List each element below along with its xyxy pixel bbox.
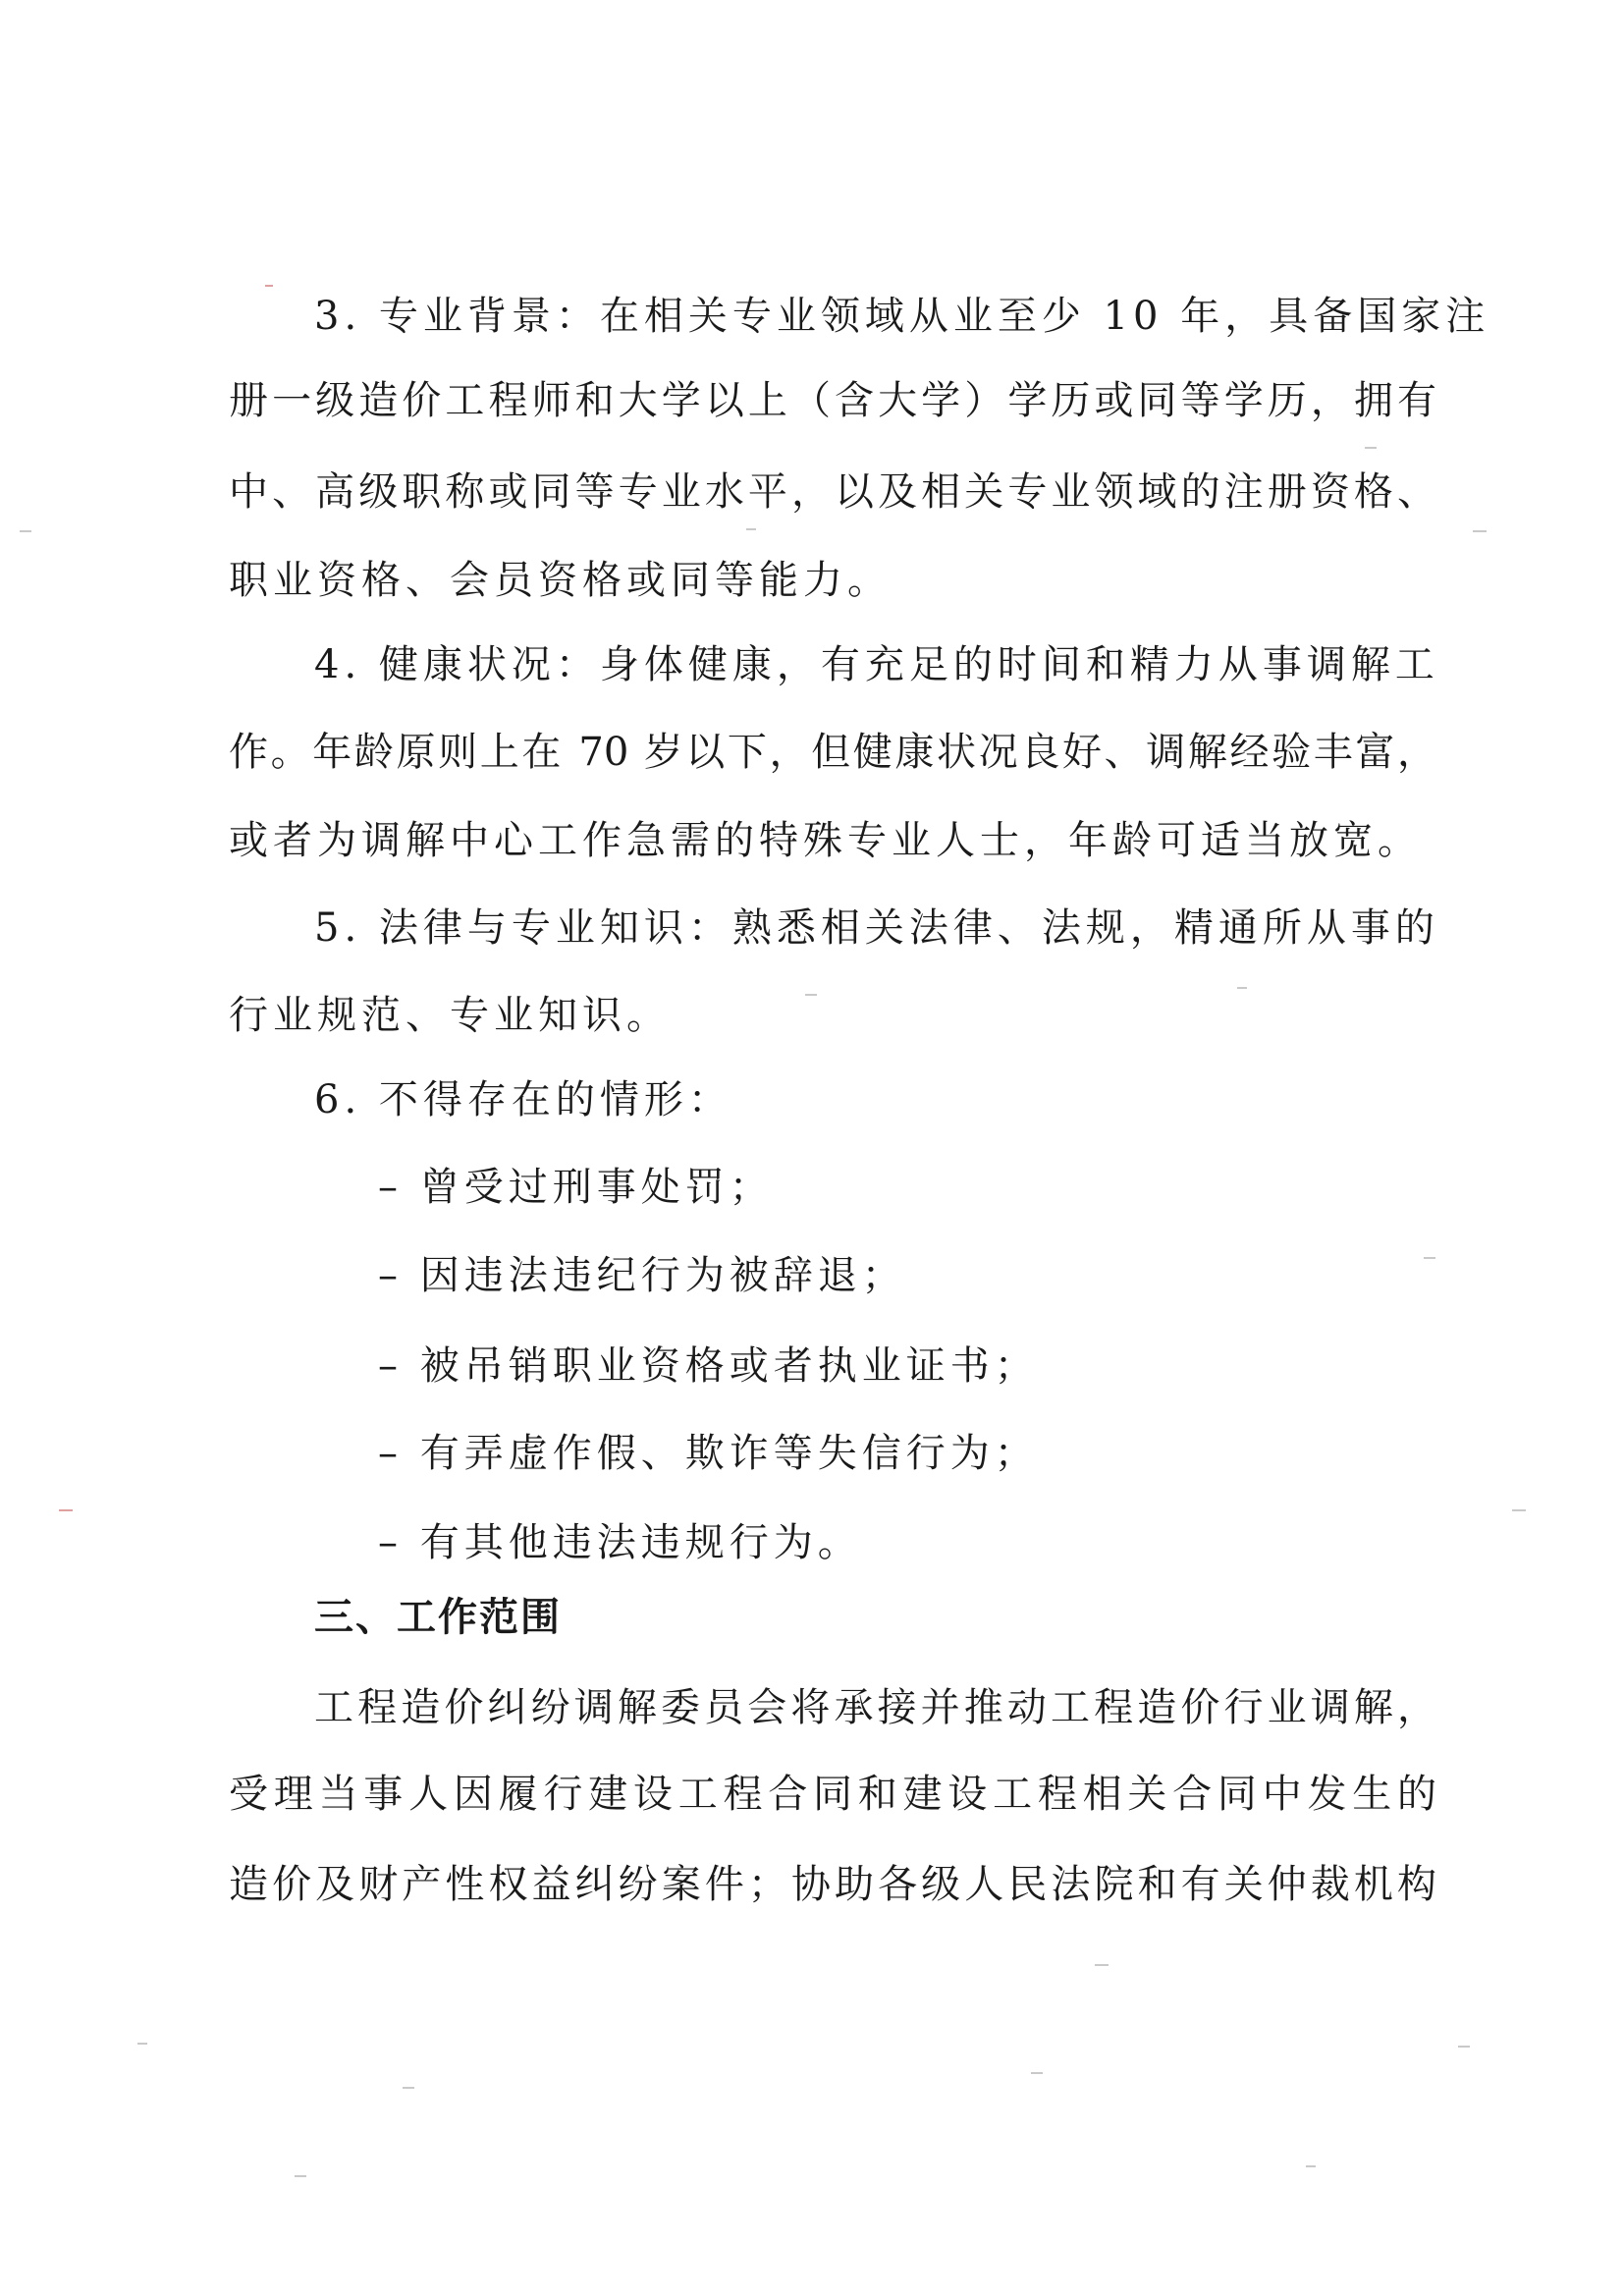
scan-speck [1031,2072,1043,2074]
scan-speck [805,994,817,996]
exclusion-item: – 有弄虚作假、欺诈等失信行为； [378,1431,1039,1476]
scope-line-2: 受理当事人因履行建设工程合同和建设工程相关合同中发生的 [229,1772,1436,1817]
scan-speck [1458,2046,1470,2048]
scan-speck [1424,1257,1435,1259]
scan-speck [20,530,31,532]
exclusion-item: – 因违法违纪行为被辞退； [378,1253,906,1298]
exclusion-item: – 被吊销职业资格或者执业证书； [378,1343,1039,1389]
item-4-line-2: 作。年龄原则上在 70 岁以下，但健康状况良好、调解经验丰富， [229,730,1436,775]
item-6-line-1: 6. 不得存在的情形： [314,1077,732,1122]
item-3-line-3: 中、高级职称或同等专业水平，以及相关专业领域的注册资格、 [229,469,1436,515]
scan-speck [1306,2165,1316,2167]
item-4-line-1: 4. 健康状况：身体健康，有充足的时间和精力从事调解工 [314,642,1439,687]
scan-speck [746,528,756,530]
scan-speck [1512,1509,1526,1511]
item-5-line-2: 行业规范、专业知识。 [229,993,671,1038]
scope-line-3: 造价及财产性权益纠纷案件；协助各级人民法院和有关仲裁机构 [229,1862,1436,1907]
section-heading: 三、工作范围 [314,1595,562,1640]
item-4-line-3: 或者为调解中心工作急需的特殊专业人士，年龄可适当放宽。 [229,818,1422,863]
scan-speck [1365,447,1377,449]
scan-speck [295,2175,306,2177]
scan-speck [403,2087,414,2089]
item-3-line-4: 职业资格、会员资格或同等能力。 [229,558,892,603]
item-5-line-1: 5. 法律与专业知识：熟悉相关法律、法规，精通所从事的 [314,905,1439,951]
exclusion-item: – 曾受过刑事处罚； [378,1165,774,1210]
scan-speck [1095,1964,1109,1966]
scope-line-1: 工程造价纠纷调解委员会将承接并推动工程造价行业调解， [314,1685,1436,1730]
item-3-line-1: 3. 专业背景：在相关专业领域从业至少 10 年，具备国家注 [314,294,1490,339]
scan-speck [1237,987,1247,989]
scan-speck [59,1509,73,1511]
scan-speck [1473,530,1487,532]
scan-speck [137,2043,147,2045]
exclusion-item: – 有其他违法违规行为。 [378,1520,862,1565]
item-3-line-2: 册一级造价工程师和大学以上（含大学）学历或同等学历，拥有 [229,378,1436,423]
scan-speck [265,285,273,287]
